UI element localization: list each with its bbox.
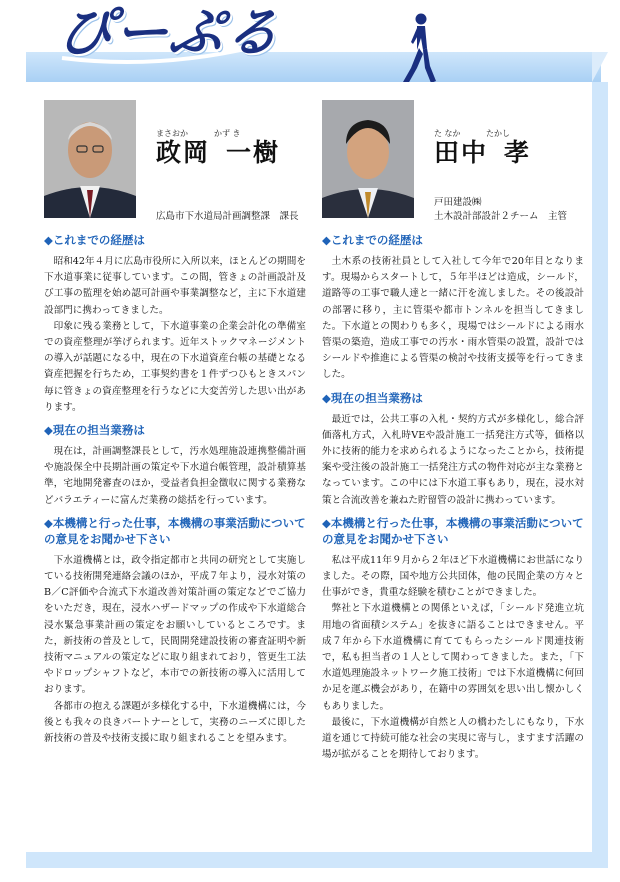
name-block xyxy=(434,128,531,165)
paragraph: 弊社と下水道機構との関係といえば，「シールド発進立坑用地の省面積システム」を抜きに語ることはできません。平成７年から下水道機構に育ててもらったシールド関連技術で，私も担当者の１人として関わってきました。また，「下水道処理施設ネットワーク施工技術」では下水道機構に何回か足を運ぶ機会があり，在籍中の雰囲気を思い出し懐かしくもありました。 xyxy=(322,603,584,712)
left-article-body xyxy=(44,232,306,747)
ruby-given: かず き xyxy=(214,129,241,138)
ruby-given: たかし xyxy=(486,129,510,138)
name-family: 田中 xyxy=(434,138,489,167)
paragraph: 各都市の抱える課題が多様化する中，下水道機構には，今後とも我々の良きパートナーとして，実務のニーズに即した新技術の普及や技術支援に取り組まれることを望みます。 xyxy=(44,700,306,745)
ruby-family: た なか xyxy=(434,129,461,138)
magazine-logo: ぴーぷる xyxy=(54,1,285,64)
paragraph: 現在は，計画調整課長として，汚水処理施設連携整備計画や施設保全中長期計画の策定や下水道台帳管理，設計積算基準，宅地開発審査のほか，受益者負担金徴収に関する業務などバラエティーに富んだ業務の総括を行っています。 xyxy=(44,446,306,506)
ruby-family: まさおか xyxy=(156,129,188,138)
person-name xyxy=(434,140,531,165)
paragraph: 私は平成11年９月から２年ほど下水道機構にお世話になりました。その際，国や地方公共団体，他の民間企業の方々と仕事ができ，貴重な経験を積むことができました。 xyxy=(322,554,584,599)
paragraph: 最近では，公共工事の入札・契約方式が多様化し，総合評価落札方式，入札時VEや設計施工一括発注方式等，価格以外に技術的能力を求められるようになったことから，技術提案や受注後の設計施工一括発注方式の物件対応が主な業務となっています。この中には下水道工事もあり，現在，浸水対策と合流改善を兼ねた貯留管の設計に携わっています。 xyxy=(322,413,584,506)
left-profile-column xyxy=(44,100,306,747)
section-title: ◆これまでの経歴は xyxy=(44,233,145,247)
paragraph: 土木系の技術社員として入社して今年で20年目となります。現場からスタートして，５年半ほどは造成，シールド，道路等の工事で職人達と一緒に汗を流しました。その後設計の部署に移り，主に管渠や都市トンネルを担当してきました。下水道との関わりも多く，現場ではシールドによる雨水管渠の築造，造成工事での汚水・雨水管渠の設置，設計ではシールドや推進による管渠の検討や技術支援等を行ってきました。 xyxy=(322,256,584,381)
paragraph: 下水道機構とは，政令指定都市と共同の研究として実施している技術開発連絡会議のほか，平成７年より，浸水対策のB／C評価や合流式下水道改善対策計画の策定などでご協力をいただき，現在，浸水ハザードマップの作成や下水道総合浸水緊急事業計画の策定をお願いしているところです。また，新技術の普及として，民間開発建設技術の審査証明や新技術マニュアルの策定などに取り組まれており，管更生工法やドロップシャフトなど，本市での新技術の導入に活用しております。 xyxy=(44,554,306,696)
affiliation-department: 土木設計部設計２チーム 主管 xyxy=(434,211,568,222)
paragraph: 昭和42年４月に広島市役所に入所以来，ほとんどの期間を下水道事業に従事しています。この間，管きょの計画設計及び工事の監理を始め認可計画や事業調整など，主に下水道建設部門に携わってきました。 xyxy=(44,256,306,316)
affiliation-company: 戸田建設㈱ xyxy=(434,197,482,208)
section-title: ◆現在の担当業務は xyxy=(322,390,423,405)
name-block xyxy=(156,128,280,165)
person-name xyxy=(156,140,280,165)
paragraph: 最後に，下水道機構が自然と人の橋わたしにもなり，下水道を通じて持続可能な社会の実現に寄与し，ますます活躍の場が拡がることを期待しております。 xyxy=(322,716,584,761)
affiliation: 広島市下水道局計画調整課 課長 xyxy=(156,211,299,222)
section-title: ◆本機構と行った仕事，本機構の事業活動についての意見をお聞かせ下さい xyxy=(44,515,306,546)
section-title: ◆本機構と行った仕事，本機構の事業活動についての意見をお聞かせ下さい xyxy=(322,515,584,546)
section-title: ◆現在の担当業務は xyxy=(44,423,145,438)
frame-corner xyxy=(592,52,608,82)
walking-person-icon xyxy=(395,12,439,86)
portrait-photo xyxy=(322,100,414,218)
name-given: 一樹 xyxy=(226,138,281,167)
name-family: 政岡 xyxy=(156,138,211,167)
section-title: ◆これまでの経歴は xyxy=(322,233,423,247)
portrait-photo xyxy=(44,100,136,218)
right-profile-column xyxy=(322,100,584,763)
paragraph: 印象に残る業務として，下水道事業の企業会計化の準備室での資産整理が挙げられます。近年ストックマネージメントの導入が話題になる中，現在の下水道資産台帳の基礎となる資産把握を行ちため，工事契約書を１件ずつひもときスパン毎に管きょの資産整理を行うなどに大変苦労した思い出があります。 xyxy=(44,320,306,413)
right-article-body xyxy=(322,232,584,763)
name-given: 孝 xyxy=(504,138,532,167)
